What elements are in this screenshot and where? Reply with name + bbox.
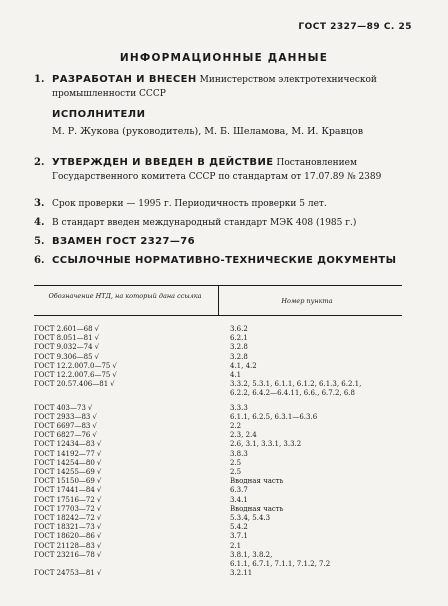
handwritten-check-mark-icon: √ <box>96 541 102 550</box>
handwritten-check-mark-icon: √ <box>96 477 102 486</box>
table-row <box>34 413 414 422</box>
reference-cell: ГОСТ 6827—76 √ <box>34 431 97 440</box>
clause-cell: 3.8.1, 3.8.2, <box>230 550 273 559</box>
handwritten-check-mark-icon: √ <box>94 325 100 333</box>
reference-cell: ГОСТ 14255—69 √ <box>34 468 102 477</box>
clause-cell: Вводная часть <box>230 477 284 486</box>
handwritten-check-mark-icon: √ <box>94 334 100 343</box>
clause-cell: 6.1.1, 6.2.5, 6.3.1—6.3.6 <box>230 412 318 421</box>
handwritten-check-mark-icon: √ <box>96 532 102 541</box>
table-row <box>34 459 414 468</box>
reference-cell: ГОСТ 18242—72 √ <box>34 514 102 523</box>
clause-cell: 4.1 <box>230 371 242 380</box>
table-row <box>34 440 414 449</box>
table-row <box>34 569 414 578</box>
reference-cell: ГОСТ 12.2.007.0—75 √ <box>34 361 117 370</box>
handwritten-check-mark-icon: √ <box>96 486 102 495</box>
clause-cell: 6.1.1, 6.7.1, 7.1.1, 7.1.2, 7.2 <box>230 560 331 569</box>
reference-cell: ГОСТ 18620—86 √ <box>34 532 102 541</box>
item-text: Срок проверки — 1995 г. Периодичность проверки 5 лет. <box>52 199 327 209</box>
clause-cell: 2.3, 2.4 <box>230 431 257 440</box>
item-text: В стандарт введен международный стандарт МЭК 408 (1985 г.) <box>52 218 357 228</box>
table-row <box>34 422 414 431</box>
table-row <box>34 431 414 440</box>
handwritten-check-mark-icon: √ <box>92 422 97 431</box>
reference-cell: ГОСТ 2933—83 √ <box>34 412 97 421</box>
handwritten-check-mark-icon: √ <box>96 504 102 513</box>
page-title: ИНФОРМАЦИОННЫЕ ДАННЫЕ <box>119 52 329 64</box>
clause-cell: 4.1, 4.2 <box>230 361 257 370</box>
item-number: 2. <box>34 157 45 168</box>
handwritten-check-mark-icon: √ <box>87 403 93 412</box>
item-3 <box>34 197 418 211</box>
clause-cell: 3.6.2 <box>230 325 248 333</box>
handwritten-check-mark-icon: √ <box>96 458 102 467</box>
handwritten-check-mark-icon: √ <box>96 440 102 449</box>
reference-cell: ГОСТ 403—73 √ <box>34 403 93 412</box>
handwritten-check-mark-icon: √ <box>110 380 115 389</box>
table-row <box>34 450 414 459</box>
table-header-reference: Обозначение НТД, на который дана ссылка <box>48 292 202 300</box>
table-row <box>34 334 414 343</box>
table-row <box>34 468 414 477</box>
reference-cell: ГОСТ 2.601—68 √ <box>34 325 100 333</box>
clause-cell: 6.2.1 <box>230 334 248 343</box>
table-row <box>34 551 414 560</box>
table-row <box>34 542 414 551</box>
item-1 <box>34 73 418 101</box>
handwritten-check-mark-icon: √ <box>94 352 100 361</box>
handwritten-check-mark-icon: √ <box>96 449 102 458</box>
reference-cell: ГОСТ 14254—80 √ <box>34 458 102 467</box>
clause-cell: 3.2.11 <box>230 569 253 578</box>
clause-cell: 2.5 <box>230 468 242 477</box>
item-2 <box>34 156 418 184</box>
table-row <box>34 477 414 486</box>
reference-cell <box>34 560 230 569</box>
handwritten-check-mark-icon: √ <box>96 550 102 559</box>
table-row <box>34 380 414 389</box>
reference-cell: ГОСТ 21128—83 √ <box>34 541 102 550</box>
clause-cell: 6.2.2, 6.4.2—6.4.11, 6.6., 6.7.2, 6.8 <box>230 389 355 398</box>
table-row <box>34 325 414 334</box>
handwritten-check-mark-icon: √ <box>96 468 102 477</box>
performers-heading: ИСПОЛНИТЕЛИ <box>52 109 146 120</box>
reference-cell: ГОСТ 8.051—81 √ <box>34 334 100 343</box>
reference-cell: ГОСТ 14192—77 √ <box>34 449 102 458</box>
clause-cell: 3.2.8 <box>230 343 248 352</box>
table-row <box>34 560 414 569</box>
handwritten-check-mark-icon: √ <box>92 412 97 421</box>
table-row <box>34 505 414 514</box>
table-row <box>34 496 414 505</box>
clause-cell: 3.2.8 <box>230 352 248 361</box>
item-number: 6. <box>34 255 45 266</box>
handwritten-check-mark-icon: √ <box>96 523 102 532</box>
item-number: 1. <box>34 74 45 85</box>
clause-cell: 3.3.2, 5.3.1, 6.1.1, 6.1.2, 6.1.3, 6.2.1, <box>230 380 362 389</box>
table-row <box>34 523 414 532</box>
item-number: 3. <box>34 198 45 209</box>
reference-cell: ГОСТ 24753—81 √ <box>34 569 102 578</box>
clause-cell: 5.4.2 <box>230 523 248 532</box>
table-row <box>34 371 414 380</box>
table-row <box>34 362 414 371</box>
reference-cell: ГОСТ 17441—84 √ <box>34 486 102 495</box>
clause-cell: 2.2 <box>230 422 242 431</box>
clause-cell: 6.3.7 <box>230 486 248 495</box>
reference-cell: ГОСТ 9.032—74 √ <box>34 343 100 352</box>
reference-cell: ГОСТ 6697—83 √ <box>34 422 97 431</box>
table-row <box>34 343 414 352</box>
clause-cell: 3.3.3 <box>230 403 248 412</box>
handwritten-check-mark-icon: √ <box>96 495 102 504</box>
handwritten-check-mark-icon: √ <box>96 514 102 523</box>
reference-cell: ГОСТ 12434—83 √ <box>34 440 102 449</box>
handwritten-check-mark-icon: √ <box>112 371 117 380</box>
table-row <box>34 353 414 362</box>
table-row <box>34 486 414 495</box>
handwritten-check-mark-icon: √ <box>92 431 97 440</box>
table-header-clause: Номер пункта <box>281 297 333 305</box>
reference-cell: ГОСТ 17703—72 √ <box>34 504 102 513</box>
reference-cell: ГОСТ 12.2.007.6—75 √ <box>34 371 117 380</box>
table-row <box>34 514 414 523</box>
clause-cell: 2.6, 3.1, 3.3.1, 3.3.2 <box>230 440 302 449</box>
handwritten-check-mark-icon: √ <box>112 361 117 370</box>
clause-cell: 2.1 <box>230 541 242 550</box>
clause-cell: Вводная часть <box>230 504 284 513</box>
item-5 <box>34 235 418 248</box>
item-number: 4. <box>34 217 45 228</box>
clause-cell: 5.3.4, 5.4.3 <box>230 514 271 523</box>
reference-cell: ГОСТ 9.306—85 √ <box>34 352 100 361</box>
clause-cell: 2.5 <box>230 458 242 467</box>
handwritten-check-mark-icon: √ <box>94 343 100 352</box>
item-number: 5. <box>34 236 45 247</box>
table-row <box>34 532 414 541</box>
item-text: Постановлением Государственного комитета СССР по стандартам от 17.07.89 № 2389 <box>52 158 382 182</box>
reference-cell: ГОСТ 23216—78 √ <box>34 550 102 559</box>
clause-cell: 3.7.1 <box>230 532 248 541</box>
item-4 <box>34 216 418 230</box>
reference-cell: ГОСТ 17516—72 √ <box>34 495 102 504</box>
item-heading: ССЫЛОЧНЫЕ НОРМАТИВНО-ТЕХНИЧЕСКИЕ ДОКУМЕНТЫ <box>52 255 397 266</box>
handwritten-check-mark-icon: √ <box>96 569 102 578</box>
reference-cell <box>34 389 230 398</box>
reference-cell: ГОСТ 18321—73 √ <box>34 523 102 532</box>
table-row <box>34 404 414 413</box>
reference-table-body <box>34 325 414 578</box>
clause-cell: 3.4.1 <box>230 495 248 504</box>
item-heading: РАЗРАБОТАН И ВНЕСЕН <box>52 74 197 85</box>
running-head: ГОСТ 2327—89 С. 25 <box>298 22 412 32</box>
reference-cell: ГОСТ 15150—69 √ <box>34 477 102 486</box>
item-text: Министерством электротехнической промышленности СССР <box>52 75 377 99</box>
item-heading: УТВЕРЖДЕН И ВВЕДЕН В ДЕЙСТВИЕ <box>52 157 274 168</box>
performers-list: М. Р. Жукова (руководитель), М. Б. Шеламова, М. И. Кравцов <box>52 126 364 137</box>
item-heading: ВЗАМЕН ГОСТ 2327—76 <box>52 236 195 247</box>
table-column-divider <box>218 285 219 315</box>
table-header-rule <box>34 315 402 316</box>
item-6 <box>34 254 418 267</box>
reference-cell: ГОСТ 20.57.406—81 √ <box>34 380 115 389</box>
clause-cell: 3.8.3 <box>230 449 248 458</box>
table-row <box>34 389 414 398</box>
